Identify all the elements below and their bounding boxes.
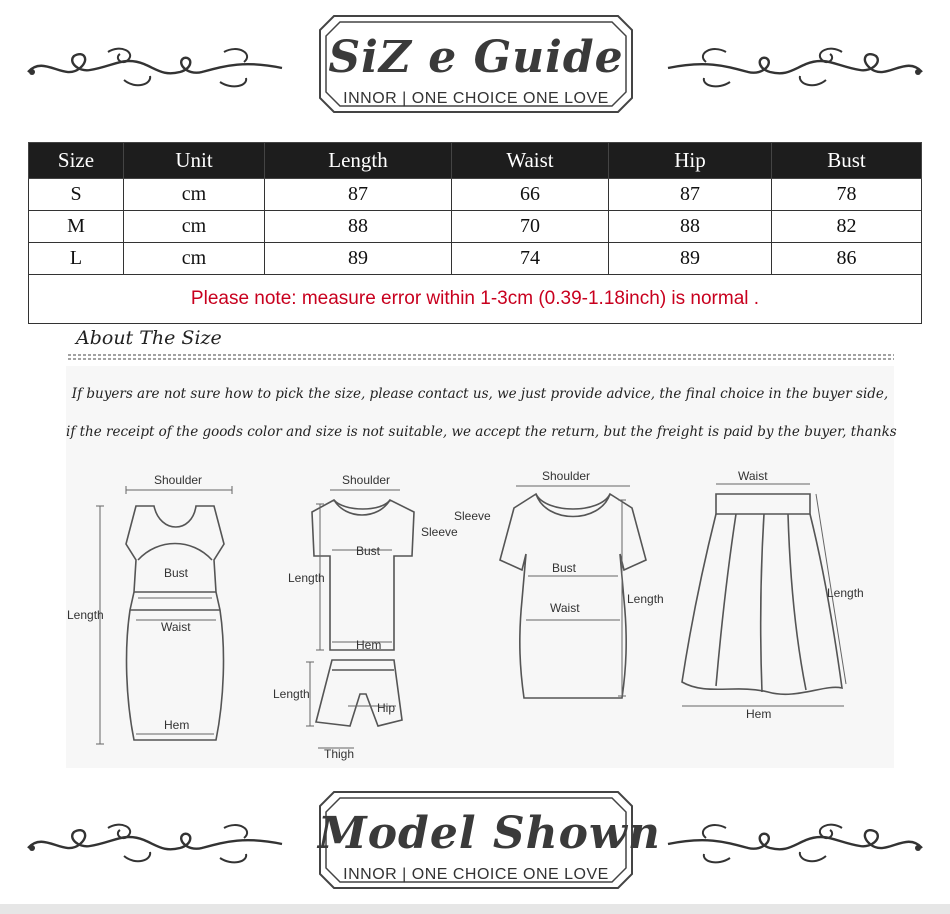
cell-hip: 89 (609, 243, 772, 275)
table-row (29, 243, 922, 275)
top-shoulder-label: Shoulder (542, 469, 591, 483)
cell-unit: cm (124, 211, 265, 243)
cell-length: 88 (265, 211, 452, 243)
header-size: Size (29, 143, 124, 179)
tshirt-bust-label: Bust (356, 544, 381, 558)
about-size-title: About The Size (76, 327, 222, 349)
cell-hip: 88 (609, 211, 772, 243)
banner-tagline: INNOR | ONE CHOICE ONE LOVE (343, 866, 609, 883)
top-waist-label: Waist (550, 601, 580, 615)
about-text-line-2: if the receipt of the goods color and size is not suitable, we accept the return, but the freight is paid by the buyer, thanks (66, 424, 897, 440)
dress-length-label: Length (67, 608, 104, 622)
cell-size: L (29, 243, 124, 275)
size-table (28, 142, 922, 324)
model-shown-banner (0, 776, 950, 896)
tshirt-length-label: Length (288, 571, 325, 585)
cell-hip: 87 (609, 179, 772, 211)
header-bust: Bust (772, 143, 922, 179)
shorts-length-label: Length (273, 687, 310, 701)
dress-bust-label: Bust (164, 566, 189, 580)
banner-tagline: INNOR | ONE CHOICE ONE LOVE (343, 90, 609, 107)
size-guide-banner (0, 0, 950, 120)
banner-frame (318, 790, 661, 890)
cell-bust: 82 (772, 211, 922, 243)
skirt-hem-label: Hem (746, 707, 772, 721)
dress-hem-label: Hem (164, 718, 190, 732)
size-guide-title: SiZ e Guide (328, 32, 624, 83)
cell-unit: cm (124, 179, 265, 211)
tshirt-shoulder-label: Shoulder (342, 473, 391, 487)
header-waist: Waist (452, 143, 609, 179)
about-divider (68, 354, 894, 360)
cell-size: M (29, 211, 124, 243)
cell-bust: 86 (772, 243, 922, 275)
cell-length: 87 (265, 179, 452, 211)
top-bust-label: Bust (552, 561, 577, 575)
skirt-waist-label: Waist (738, 469, 768, 483)
bottom-strip (0, 904, 950, 914)
cell-length: 89 (265, 243, 452, 275)
tshirt-shorts-diagram (270, 470, 470, 770)
shorts-thigh-label: Thigh (324, 747, 355, 761)
cell-waist: 74 (452, 243, 609, 275)
shorts-hip-label: Hip (377, 701, 396, 715)
size-table-header-row (29, 143, 922, 179)
cell-size: S (29, 179, 124, 211)
header-hip: Hip (609, 143, 772, 179)
measure-error-note: Please note: measure error within 1-3cm (0.39-1.18inch) is normal . (29, 275, 922, 324)
cell-waist: 66 (452, 179, 609, 211)
top-length-label: Length (627, 592, 664, 606)
tshirt-sleeve-label: Sleeve (421, 525, 458, 539)
header-unit: Unit (124, 143, 265, 179)
cell-unit: cm (124, 243, 265, 275)
top-sleeve-label: Sleeve (454, 509, 491, 523)
tshirt-hem-label: Hem (356, 638, 382, 652)
dress-shoulder-label: Shoulder (154, 473, 203, 487)
banner-frame (318, 14, 634, 114)
table-row (29, 211, 922, 243)
table-row (29, 179, 922, 211)
model-shown-title: Model Shown (318, 808, 661, 859)
header-length: Length (265, 143, 452, 179)
dress-waist-label: Waist (161, 620, 191, 634)
note-row (29, 275, 922, 324)
cell-bust: 78 (772, 179, 922, 211)
right-flourish-ornament (664, 42, 926, 94)
left-flourish-ornament (24, 818, 286, 870)
about-text-line-1: If buyers are not sure how to pick the size, please contact us, we just provide advice, the final choice in the buyer side, (71, 386, 889, 402)
cell-waist: 70 (452, 211, 609, 243)
skirt-length-label: Length (827, 586, 864, 600)
right-flourish-ornament (664, 818, 926, 870)
left-flourish-ornament (24, 42, 286, 94)
